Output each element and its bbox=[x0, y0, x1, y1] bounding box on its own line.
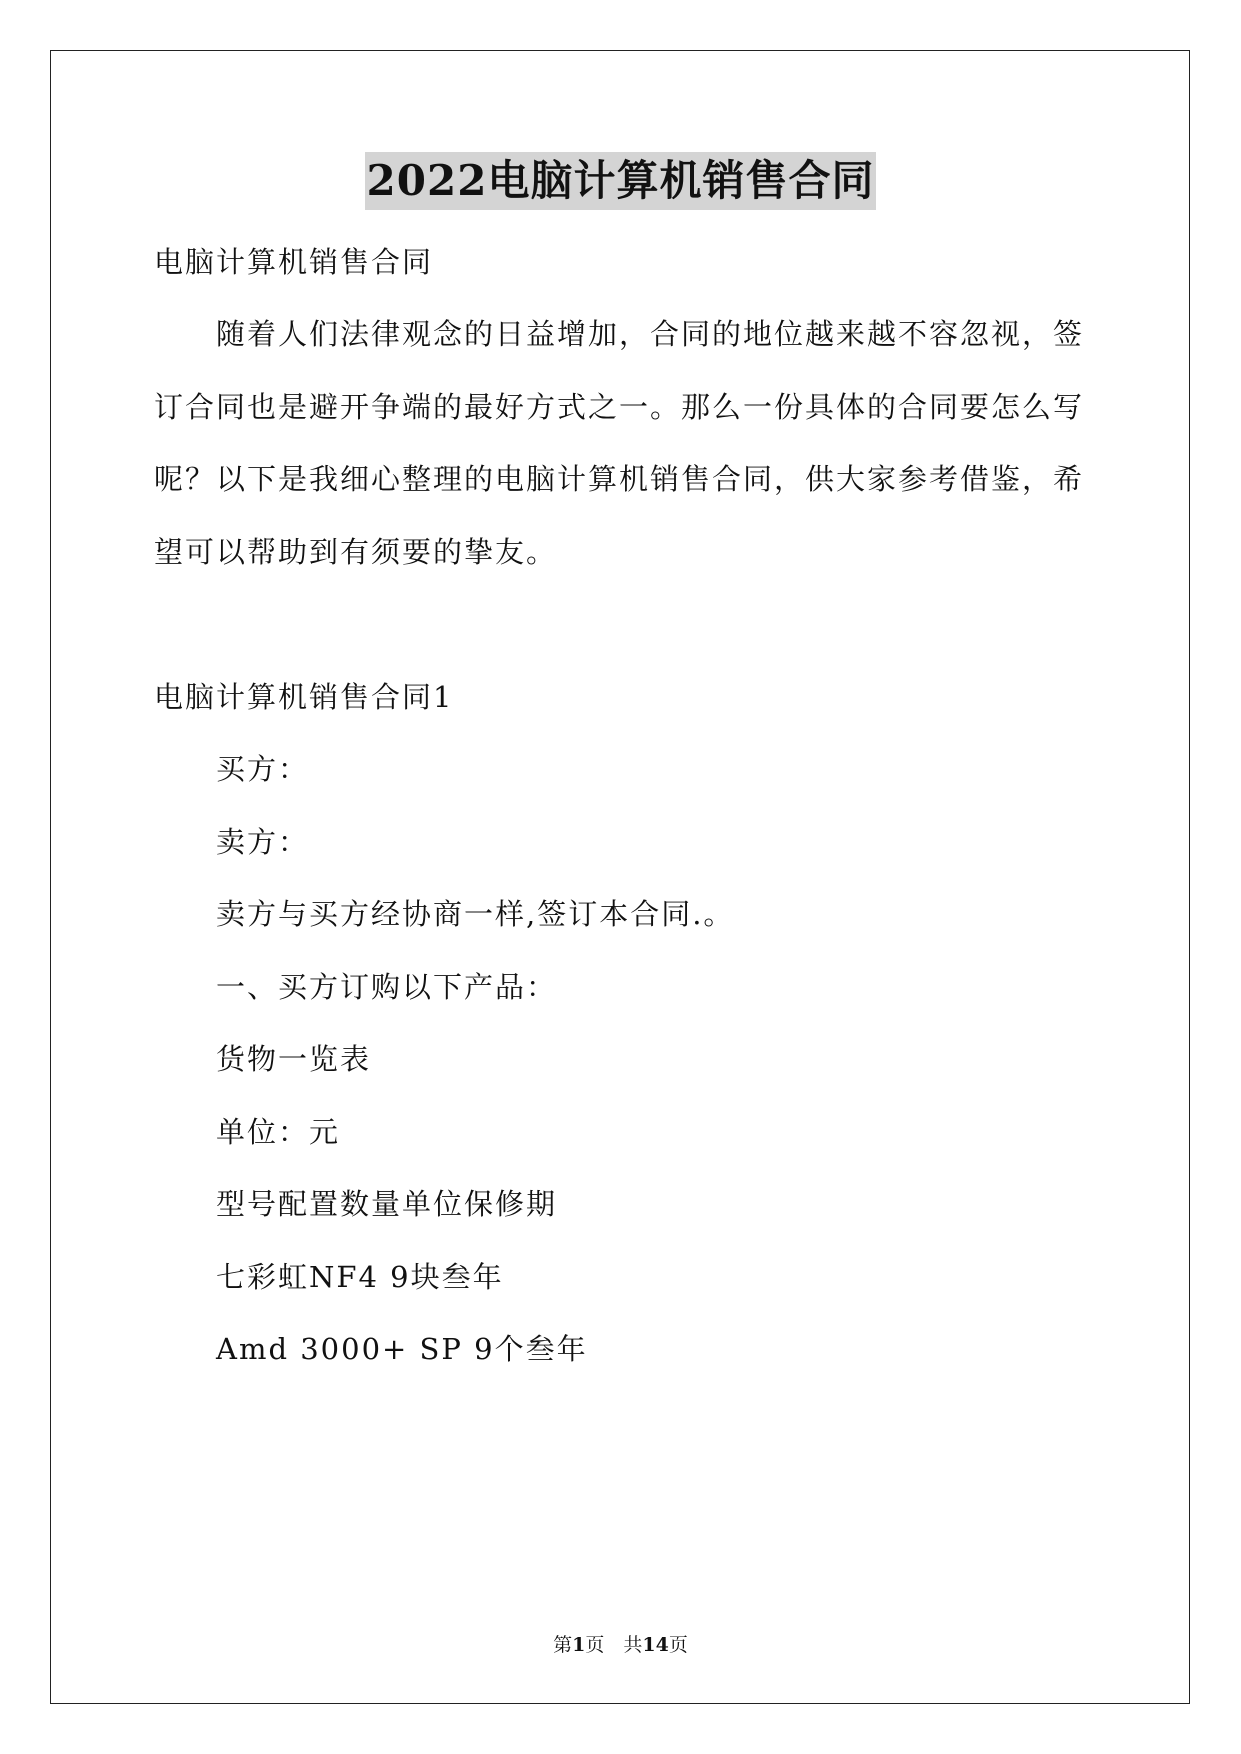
agreement-line: 卖方与买方经协商一样,签订本合同.。 bbox=[216, 897, 735, 931]
document-subtitle: 电脑计算机销售合同 bbox=[154, 245, 434, 279]
footer-total-pages: 14 bbox=[642, 1634, 669, 1656]
document-title: 2022电脑计算机销售合同 bbox=[365, 152, 877, 210]
intro-line-2: 订合同也是避开争端的最好方式之一。那么一份具体的合同要怎么写 bbox=[154, 390, 1085, 424]
page-border bbox=[50, 50, 1190, 1704]
page-footer bbox=[0, 1632, 1241, 1658]
goods-row-1: 七彩虹NF4 9块叁年 bbox=[216, 1260, 504, 1294]
unit-line: 单位：元 bbox=[216, 1115, 341, 1149]
goods-list-title: 货物一览表 bbox=[216, 1042, 372, 1076]
clause-1-heading: 一、买方订购以下产品： bbox=[216, 970, 558, 1004]
intro-line-3: 呢？以下是我细心整理的电脑计算机销售合同，供大家参考借鉴，希 bbox=[154, 462, 1085, 496]
footer-suffix: 页 bbox=[668, 1634, 688, 1656]
section-title: 电脑计算机销售合同1 bbox=[154, 680, 454, 714]
footer-page-number: 1 bbox=[572, 1634, 586, 1656]
intro-line-4: 望可以帮助到有须要的挚友。 bbox=[154, 535, 558, 569]
buyer-label: 买方： bbox=[216, 752, 310, 786]
footer-prefix: 第 bbox=[553, 1634, 573, 1656]
table-header-line: 型号配置数量单位保修期 bbox=[216, 1187, 558, 1221]
title-container bbox=[0, 152, 1241, 210]
intro-line-1: 随着人们法律观念的日益增加，合同的地位越来越不容忽视，签 bbox=[216, 317, 1085, 351]
footer-mid: 页 共 bbox=[585, 1634, 643, 1656]
goods-row-2: Amd 3000+ SP 9个叁年 bbox=[216, 1332, 588, 1366]
seller-label: 卖方： bbox=[216, 825, 310, 859]
